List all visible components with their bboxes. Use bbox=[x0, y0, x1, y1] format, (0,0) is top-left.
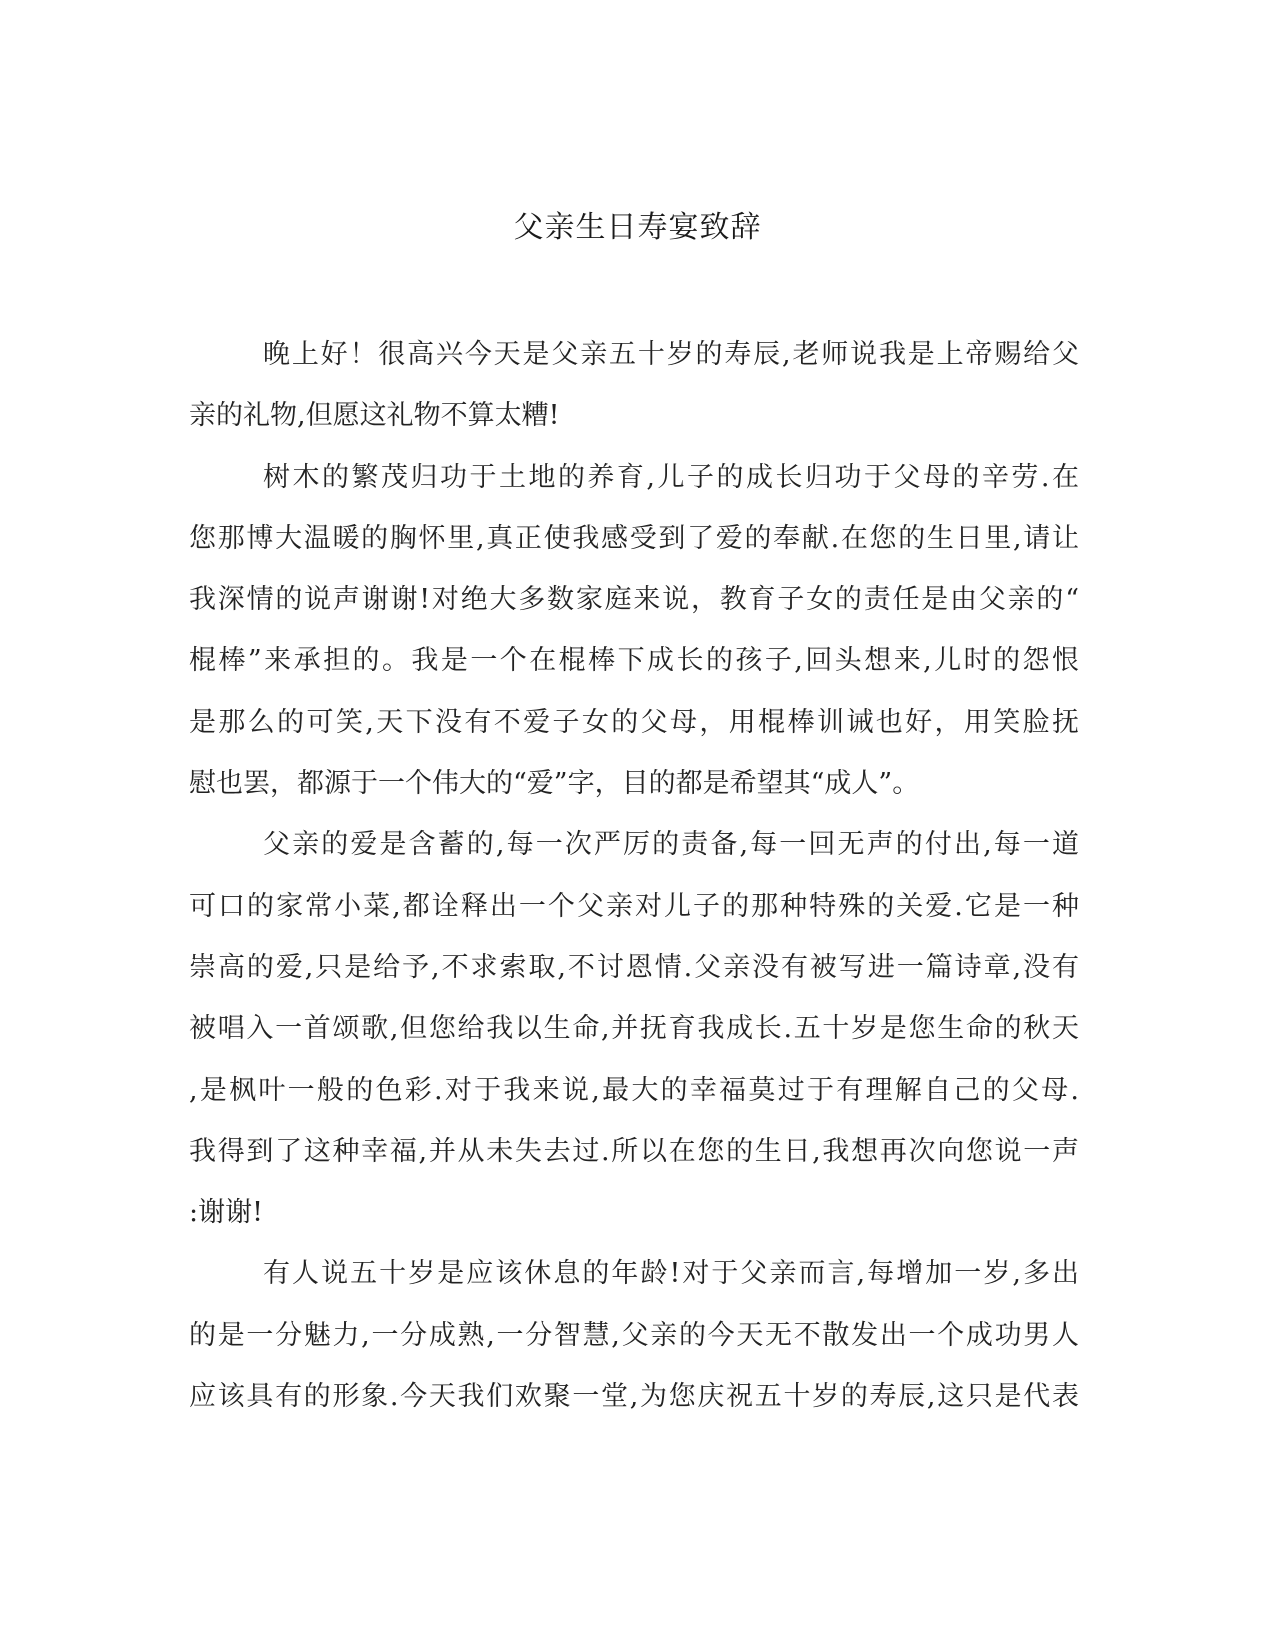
text-line: 棍棒”来承担的。我是一个在棍棒下成长的孩子,回头想来,儿时的怨恨 bbox=[189, 645, 1079, 677]
text-line: 有人说五十岁是应该休息的年龄!对于父亲而言,每增加一岁,多出 bbox=[263, 1258, 1079, 1290]
text-line: :谢谢! bbox=[189, 1197, 263, 1229]
text-line: 是那么的可笑,天下没有不爱子女的父母，用棍棒训诫也好，用笑脸抚 bbox=[189, 706, 1079, 738]
document-body bbox=[189, 324, 1079, 1427]
text-line: 树木的繁茂归功于土地的养育,儿子的成长归功于父母的辛劳.在 bbox=[263, 461, 1079, 493]
text-line: 亲的礼物,但愿这礼物不算太糟! bbox=[189, 400, 560, 432]
text-line: ,是枫叶一般的色彩.对于我来说,最大的幸福莫过于有理解自己的父母. bbox=[189, 1074, 1079, 1106]
text-line: 崇高的爱,只是给予,不求索取,不讨恩情.父亲没有被写进一篇诗章,没有 bbox=[189, 951, 1079, 983]
text-line: 我得到了这种幸福,并从未失去过.所以在您的生日,我想再次向您说一声 bbox=[189, 1135, 1079, 1167]
text-line: 您那博大温暖的胸怀里,真正使我感受到了爱的奉献.在您的生日里,请让 bbox=[189, 522, 1079, 554]
text-line: 父亲的爱是含蓄的,每一次严厉的责备,每一回无声的付出,每一道 bbox=[263, 829, 1079, 861]
text-line: 应该具有的形象.今天我们欢聚一堂,为您庆祝五十岁的寿辰,这只是代表 bbox=[189, 1381, 1079, 1413]
document-title: 父亲生日寿宴致辞 bbox=[513, 210, 762, 245]
text-line: 慰也罢，都源于一个伟大的“爱”字，目的都是希望其“成人”。 bbox=[189, 768, 920, 800]
text-line: 被唱入一首颂歌,但您给我以生命,并抚育我成长.五十岁是您生命的秋天 bbox=[189, 1013, 1079, 1045]
paragraph bbox=[189, 324, 1079, 447]
text-line: 的是一分魅力,一分成熟,一分智慧,父亲的今天无不散发出一个成功男人 bbox=[189, 1319, 1079, 1351]
paragraph bbox=[189, 447, 1079, 815]
text-line: 可口的家常小菜,都诠释出一个父亲对儿子的那种特殊的关爱.它是一种 bbox=[189, 890, 1079, 922]
text-line: 晚上好！很高兴今天是父亲五十岁的寿辰,老师说我是上帝赐给父 bbox=[263, 339, 1079, 370]
text-line: 我深情的说声谢谢!对绝大多数家庭来说，教育子女的责任是由父亲的“ bbox=[189, 584, 1079, 616]
paragraph bbox=[189, 1243, 1079, 1427]
paragraph bbox=[189, 814, 1079, 1243]
